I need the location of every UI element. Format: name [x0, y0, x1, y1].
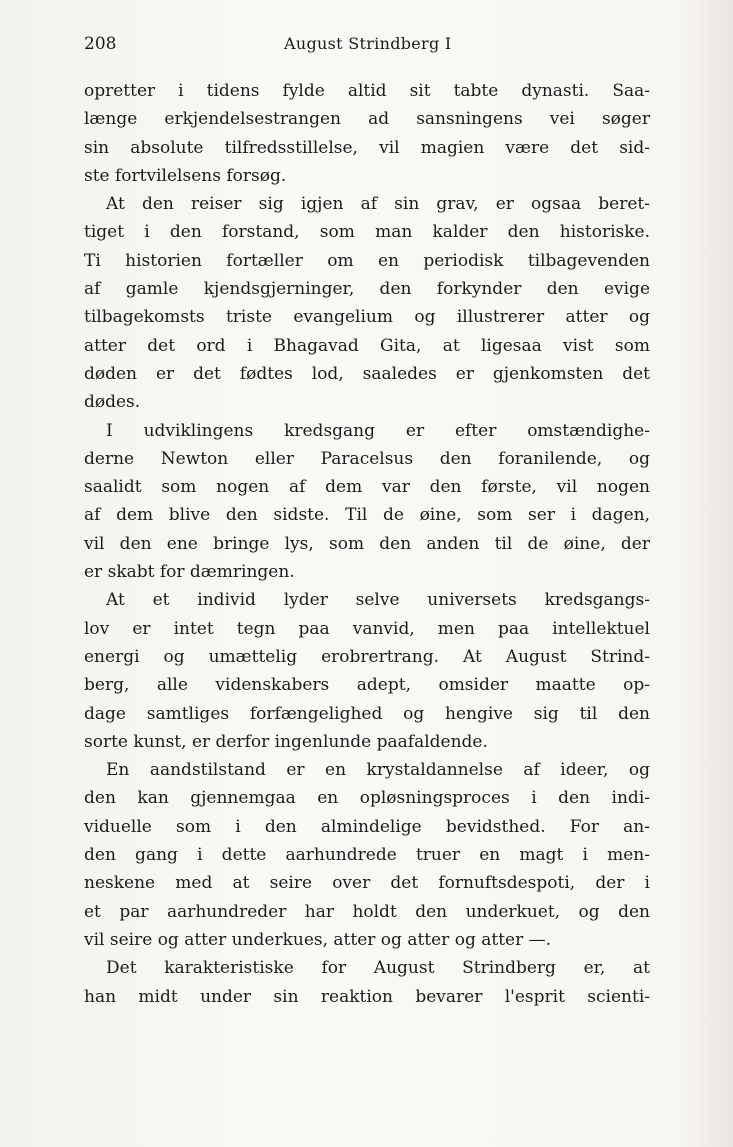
text-line: han midt under sin reaktion bevarer l'esprit scienti-	[84, 986, 650, 1007]
text-line: opretter i tidens fylde altid sit tabte dynasti. Saa-	[84, 81, 650, 101]
text-line: Ti historien fortæller om en periodisk tilbagevenden	[84, 250, 650, 271]
running-title: August Strindberg I	[284, 34, 452, 53]
text-line: sorte kunst, er derfor ingenlunde paafaldende.	[84, 731, 488, 752]
text-line: saalidt som nogen af dem var den første, vil nogen	[84, 477, 650, 498]
text-line: ste fortvilelsens forsøg.	[84, 165, 287, 186]
text-line: længe erkjendelsestrangen ad sansningens vei søger	[84, 109, 650, 130]
text-line: I udviklingens kredsgang er efter omstændighe-	[106, 420, 650, 441]
text-line: et par aarhundreder har holdt den underkuet, og den	[84, 901, 650, 922]
body-text	[84, 77, 650, 1011]
text-line: neskene med at seire over det fornuftsdespoti, der i	[84, 873, 650, 894]
text-line: vil den ene bringe lys, som den anden til de øine, der	[84, 533, 650, 554]
page-header	[84, 34, 650, 58]
text-line: vil seire og atter underkues, atter og atter og atter —.	[84, 929, 552, 950]
text-line: At et individ lyder selve universets kredsgangs-	[106, 590, 650, 611]
text-line: af dem blive den sidste. Til de øine, som ser i dagen,	[84, 505, 650, 526]
text-line: dødes.	[84, 392, 141, 413]
text-line: tilbagekomsts triste evangelium og illustrerer atter og	[84, 307, 650, 328]
text-line: derne Newton eller Paracelsus den foranilende, og	[84, 448, 650, 469]
text-line: tiget i den forstand, som man kalder den historiske.	[84, 222, 650, 243]
text-line: At den reiser sig igjen af sin grav, er ogsaa beret-	[106, 194, 650, 215]
text-line: af gamle kjendsgjerninger, den forkynder den evige	[84, 279, 650, 300]
text-line: den gang i dette aarhundrede truer en magt i men-	[84, 845, 650, 866]
text-line: er skabt for dæmringen.	[84, 562, 295, 583]
text-line: døden er det fødtes lod, saaledes er gjenkomsten det	[84, 363, 650, 384]
text-line: En aandstilstand er en krystaldannelse af ideer, og	[106, 760, 650, 781]
text-line: Det karakteristiske for August Strindberg er, at	[106, 958, 650, 979]
text-line: energi og umættelig erobrertrang. At August Strind-	[84, 646, 650, 667]
text-line: den kan gjennemgaa en opløsningsproces i den indi-	[84, 788, 650, 809]
text-line: sin absolute tilfredsstillelse, vil magien være det sid-	[84, 137, 650, 158]
text-line: lov er intet tegn paa vanvid, men paa intellektuel	[84, 618, 650, 639]
text-line: atter det ord i Bhagavad Gita, at ligesaa vist som	[84, 335, 650, 356]
page-number: 208	[84, 34, 117, 54]
text-line: viduelle som i den almindelige bevidsthed. For an-	[84, 816, 650, 837]
text-line: dage samtliges forfængelighed og hengive sig til den	[84, 703, 650, 724]
text-line: berg, alle videnskabers adept, omsider maatte op-	[84, 675, 650, 696]
